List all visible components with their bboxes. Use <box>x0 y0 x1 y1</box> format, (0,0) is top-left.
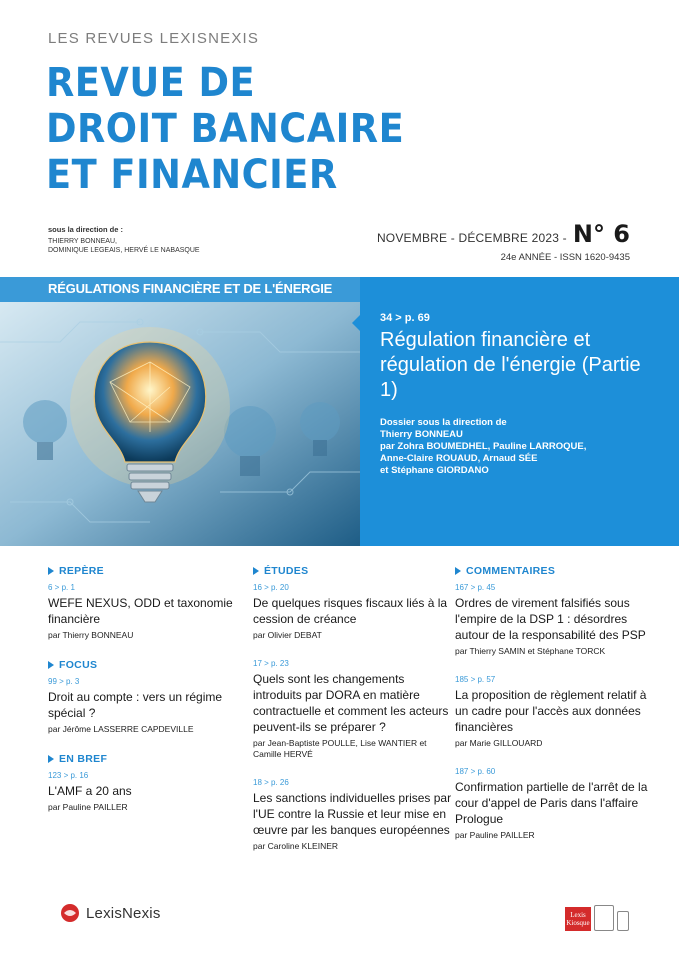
article-title: Quels sont les changements introduits par DORA en matière contractuelle et comment les acteurs peuvent-ils se préparer ? <box>253 672 449 734</box>
article-title: WEFE NEXUS, ODD et taxonomie financière <box>48 596 233 626</box>
article-title: Ordres de virement falsifiés sous l'empire de la DSP 1 : désordres autour de la responsabilité des PSP <box>455 596 646 642</box>
dossier-byline-line: par Zohra BOUMEDHEL, Pauline LARROQUE, <box>380 441 587 452</box>
featured-dossier <box>360 277 679 546</box>
triangle-bullet-icon <box>48 567 54 575</box>
lexisnexis-logo-icon <box>60 903 80 923</box>
article-ref: 17 > p. 23 <box>253 659 289 668</box>
article-title: La proposition de règlement relatif à un cadre pour l'accès aux données financières <box>455 688 647 734</box>
brand-name: LexisNexis <box>86 904 161 922</box>
issue-number: N° 6 <box>572 220 630 248</box>
direction-name-2: DOMINIQUE LEGEAIS, HERVÉ LE NABASQUE <box>48 247 200 254</box>
triangle-bullet-icon <box>253 567 259 575</box>
series-name: LES REVUES LEXISNEXIS <box>48 30 260 47</box>
article-entry <box>253 778 453 852</box>
section-heading-etudes <box>253 565 453 577</box>
section-label: EN BREF <box>59 753 108 765</box>
column-right <box>455 565 655 859</box>
lightbulb-illustration <box>0 302 360 546</box>
article-ref: 185 > p. 57 <box>455 675 496 684</box>
article-title: Les sanctions individuelles prises par l'UE contre la Russie et leur mise en œuvre par les banques européennes <box>253 791 452 837</box>
section-label: COMMENTAIRES <box>466 565 556 577</box>
article-author: par Thierry BONNEAU <box>48 630 134 640</box>
dossier-byline <box>380 417 663 477</box>
article-author: par Marie GILLOUARD <box>455 738 543 748</box>
article-author: par Caroline KLEINER <box>253 841 339 851</box>
dossier-byline-line: et Stéphane GIORDANO <box>380 465 489 476</box>
dossier-byline-line: Thierry BONNEAU <box>380 429 463 440</box>
triangle-bullet-icon <box>455 567 461 575</box>
issue-year: 24e ANNÉE - ISSN 1620-9435 <box>500 252 630 263</box>
section-label: ÉTUDES <box>264 565 309 577</box>
dossier-byline-line: Dossier sous la direction de <box>380 417 507 428</box>
dossier-byline-line: Anne-Claire ROUAUD, Arnaud SÉE <box>380 453 538 464</box>
journal-title <box>46 60 435 198</box>
section-heading-repere <box>48 565 248 577</box>
article-entry <box>253 583 453 641</box>
section-label: FOCUS <box>59 659 98 671</box>
article-author: par Pauline PAILLER <box>455 830 535 840</box>
title-line-2: DROIT BANCAIRE <box>46 106 405 152</box>
triangle-bullet-icon <box>48 661 54 669</box>
article-entry <box>455 675 655 749</box>
article-title: L'AMF a 20 ans <box>48 784 132 798</box>
article-entry <box>48 583 248 641</box>
section-label: REPÈRE <box>59 565 104 577</box>
triangle-bullet-icon <box>48 755 54 763</box>
dossier-ref: 34 > p. 69 <box>380 312 430 324</box>
section-heading-focus <box>48 659 248 671</box>
column-middle <box>253 565 453 870</box>
article-ref: 187 > p. 60 <box>455 767 496 776</box>
title-line-3: ET FINANCIER <box>46 152 338 198</box>
column-left <box>48 565 248 831</box>
lexis-kiosque-badge-icon: Lexis Kiosque <box>565 907 591 931</box>
article-author: par Thierry SAMIN et Stéphane TORCK <box>455 646 606 656</box>
article-author: par Pauline PAILLER <box>48 802 128 812</box>
article-entry <box>48 677 248 735</box>
article-title: Droit au compte : vers un régime spécial ? <box>48 690 223 720</box>
article-entry <box>253 659 453 760</box>
article-ref: 99 > p. 3 <box>48 677 80 686</box>
article-title: De quelques risques fiscaux liés à la cession de créance <box>253 596 448 626</box>
article-title: Confirmation partielle de l'arrêt de la cour d'appel de Paris dans l'affaire Prologue <box>455 780 648 826</box>
section-heading-commentaires <box>455 565 655 577</box>
theme-band: RÉGULATIONS FINANCIÈRE ET DE L'ÉNERGIE <box>0 277 360 301</box>
article-entry <box>455 583 655 657</box>
digital-badges <box>565 905 629 931</box>
tablet-icon <box>594 905 614 931</box>
article-ref: 6 > p. 1 <box>48 583 75 592</box>
issue-info <box>377 220 630 263</box>
article-ref: 16 > p. 20 <box>253 583 289 592</box>
direction-label: sous la direction de : <box>48 225 124 234</box>
lexisnexis-logo <box>60 903 161 923</box>
article-ref: 18 > p. 26 <box>253 778 289 787</box>
issue-date: NOVEMBRE - DÉCEMBRE 2023 - <box>376 231 567 245</box>
article-ref: 167 > p. 45 <box>455 583 496 592</box>
phone-icon <box>617 911 629 931</box>
editorial-direction <box>48 225 200 255</box>
section-heading-en-bref <box>48 753 248 765</box>
article-author: par Jérôme LASSERRE CAPDEVILLE <box>48 724 194 734</box>
article-author: par Jean-Baptiste POULLE, Lise WANTIER et Camille HERVÉ <box>253 738 427 759</box>
article-entry <box>455 767 655 841</box>
article-ref: 123 > p. 16 <box>48 771 89 780</box>
title-line-1: REVUE DE <box>46 60 256 106</box>
article-author: par Olivier DEBAT <box>253 630 322 640</box>
article-entry <box>48 771 248 813</box>
direction-name-1: THIERRY BONNEAU, <box>48 238 117 245</box>
dossier-title: Régulation financière et régulation de l'énergie (Partie 1) <box>380 329 641 401</box>
